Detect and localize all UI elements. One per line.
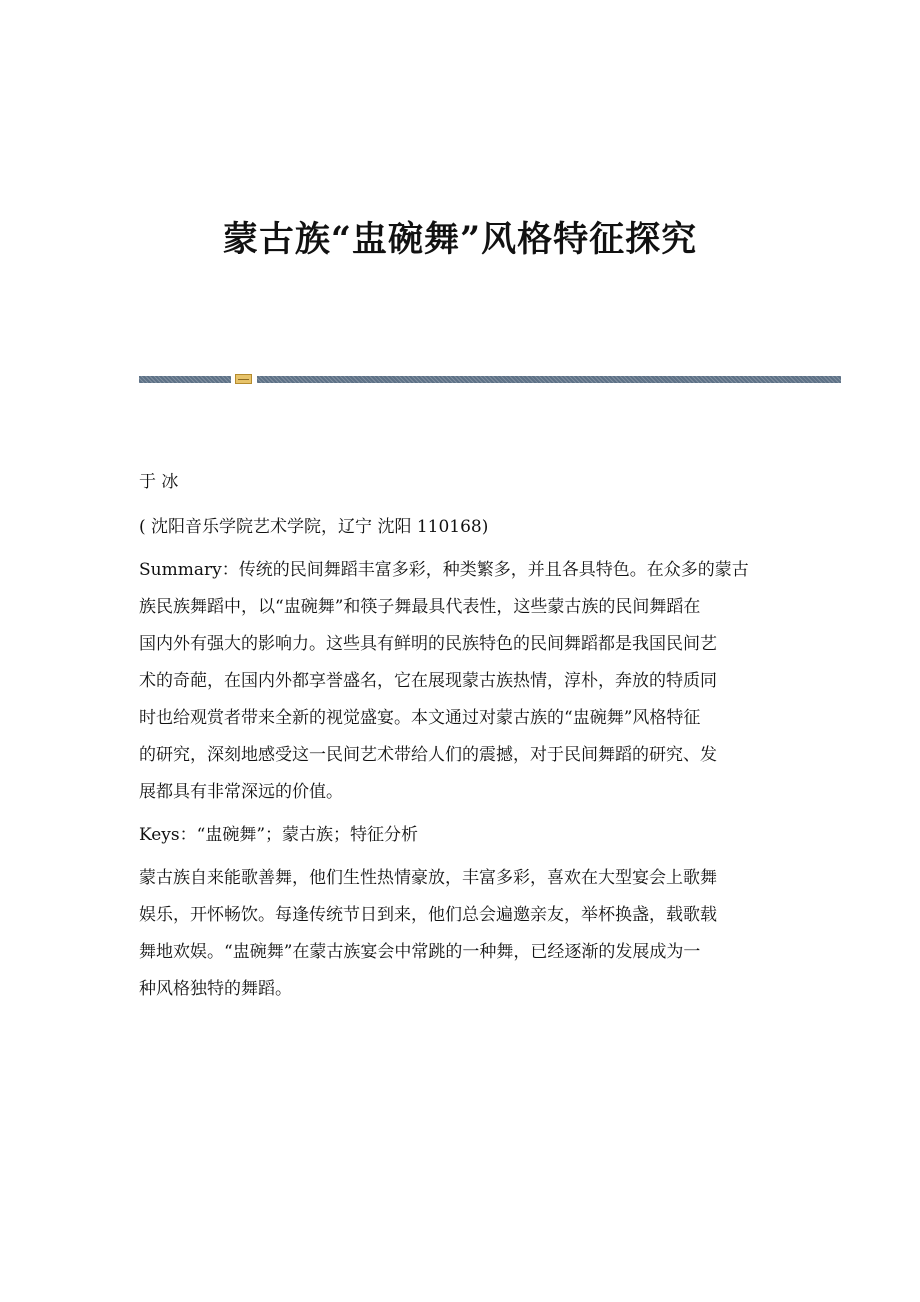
page-title: 蒙古族“盅碗舞”风格特征探究 <box>222 219 698 260</box>
body-line: 种风格独特的舞蹈。 <box>139 979 292 999</box>
author-affiliation: ( 沈阳音乐学院艺术学院，辽宁 沈阳 110168) <box>139 517 489 537</box>
summary-line: 时也给观赏者带来全新的视觉盛宴。本文通过对蒙古族的“盅碗舞”风格特征 <box>139 708 701 728</box>
divider-bar-left <box>139 376 231 383</box>
summary-line: 族民族舞蹈中，以“盅碗舞”和筷子舞最具代表性，这些蒙古族的民间舞蹈在 <box>139 597 701 617</box>
divider-bar-right <box>257 376 841 383</box>
summary-line: 的研究，深刻地感受这一民间艺术带给人们的震撼，对于民间舞蹈的研究、发 <box>139 745 717 765</box>
body-paragraph <box>139 860 779 1008</box>
body-line: 舞地欢娱。“盅碗舞”在蒙古族宴会中常跳的一种舞，已经逐渐的发展成为一 <box>139 942 701 962</box>
summary-line: Summary：传统的民间舞蹈丰富多彩，种类繁多，并且各具特色。在众多的蒙古 <box>139 560 749 580</box>
summary-line: 展都具有非常深远的价值。 <box>139 782 343 802</box>
body-line: 娱乐，开怀畅饮。每逢传统节日到来，他们总会遍邀亲友，举杯换盏，载歌载 <box>139 905 717 925</box>
summary-paragraph <box>139 552 779 811</box>
body-line: 蒙古族自来能歌善舞，他们生性热情豪放，丰富多彩，喜欢在大型宴会上歌舞 <box>139 868 717 888</box>
summary-line: 术的奇葩，在国内外都享誉盛名，它在展现蒙古族热情，淳朴，奔放的特质同 <box>139 671 717 691</box>
divider-ornament-icon <box>235 374 252 384</box>
author-name: 于 冰 <box>139 472 179 492</box>
summary-line: 国内外有强大的影响力。这些具有鲜明的民族特色的民间舞蹈都是我国民间艺 <box>139 634 717 654</box>
keywords: Keys：“盅碗舞”；蒙古族；特征分析 <box>139 825 419 845</box>
title-divider <box>139 374 841 384</box>
article-body <box>139 464 779 1008</box>
